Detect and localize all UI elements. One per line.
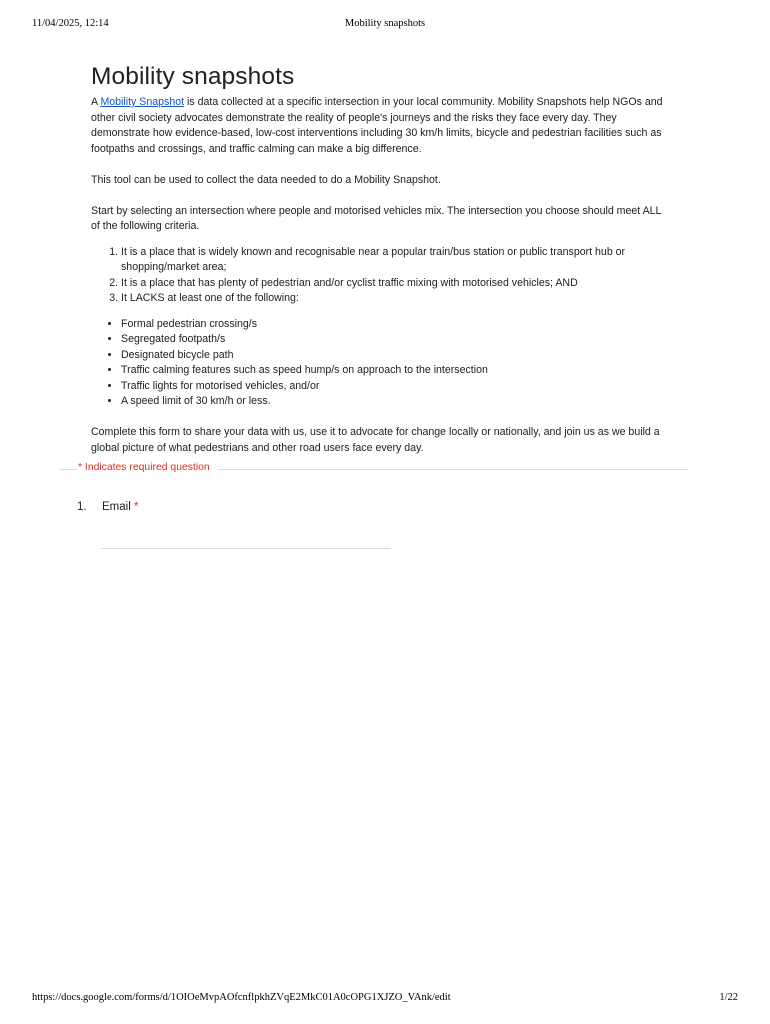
tool-paragraph: This tool can be used to collect the data needed to do a Mobility Snapshot. xyxy=(91,173,441,186)
lacks-list xyxy=(91,317,671,410)
page-number: 1/22 xyxy=(719,992,738,1003)
form-header xyxy=(91,62,671,456)
print-datetime: 11/04/2025, 12:14 xyxy=(32,18,109,29)
lacks-item: • Designated bicycle path xyxy=(121,348,671,364)
print-footer xyxy=(32,992,738,1006)
divider xyxy=(60,469,77,470)
required-note: * Indicates required question xyxy=(78,462,213,473)
criteria-item: 3. It LACKS at least one of the following: xyxy=(121,291,671,307)
question-label-text: Email xyxy=(102,501,131,513)
form-title: Mobility snapshots xyxy=(91,63,295,90)
criteria-item: 1. It is a place that is widely known and recognisable near a popular train/bus station or public transport hub or shopping/market area; xyxy=(121,245,671,276)
question-number: 1. xyxy=(77,501,87,513)
email-field[interactable] xyxy=(101,548,391,549)
lacks-item: • Segregated footpath/s xyxy=(121,332,671,348)
lacks-item: • Traffic calming features such as speed hump/s on approach to the intersection xyxy=(121,363,671,379)
intro-paragraph xyxy=(91,95,671,157)
print-header xyxy=(32,18,738,32)
divider xyxy=(218,469,688,470)
intro-suffix: is data collected at a specific intersection in your local community. Mobility Snapshots help NGOs and other civil society advocates demonstrate the reality of people's journeys and the risks they face every day. They demonstrate how evidence-based, low-cost interventions including 30 km/h limits, bicycle and pedestrian facilities such as footpaths and crossings, and traffic calming can make a big difference. xyxy=(91,96,663,155)
required-note-row xyxy=(60,462,688,476)
start-paragraph: Start by selecting an intersection where people and motorised vehicles mix. The intersection you choose should meet ALL of the following criteria. xyxy=(91,204,662,232)
form-description xyxy=(91,95,671,456)
lacks-item: • Formal pedestrian crossing/s xyxy=(121,317,671,333)
print-page-title: Mobility snapshots xyxy=(344,18,426,29)
lacks-item: • Traffic lights for motorised vehicles, and/or xyxy=(121,379,671,395)
question-label xyxy=(102,501,138,513)
mobility-snapshot-link[interactable]: Mobility Snapshot xyxy=(100,96,185,108)
required-asterisk: * xyxy=(133,501,139,513)
intro-prefix: A xyxy=(91,96,101,108)
question-email xyxy=(77,501,397,561)
closing-paragraph: Complete this form to share your data with us, use it to advocate for change locally or nationally, and join us as we build a global picture of what pedestrians and other road users face every day. xyxy=(91,426,660,454)
criteria-item: 2. It is a place that has plenty of pedestrian and/or cyclist traffic mixing with motorised vehicles; AND xyxy=(121,276,671,292)
lacks-item: • A speed limit of 30 km/h or less. xyxy=(121,394,671,410)
print-url: https://docs.google.com/forms/d/1OIOeMvpAOfcnflpkhZVqE2MkC01A0cOPG1XJZO_VAnk/edit xyxy=(32,992,451,1003)
criteria-list xyxy=(91,245,671,307)
